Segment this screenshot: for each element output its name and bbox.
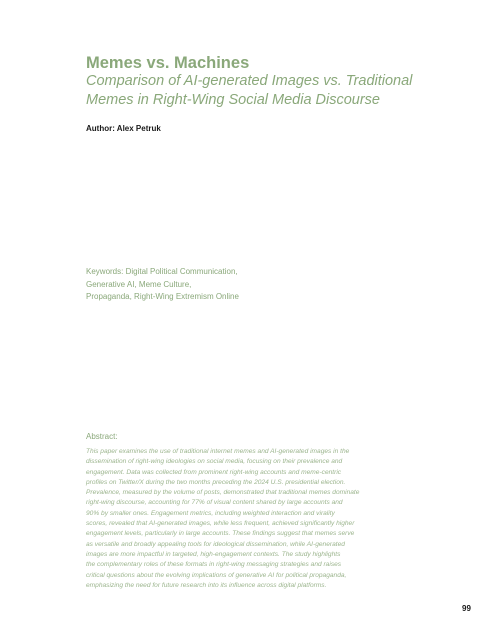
keywords-line: Propaganda, Right-Wing Extremism Online — [86, 292, 239, 301]
abstract-line: engagement levels, particularly in large accounts. These findings suggest that memes serve — [86, 530, 355, 538]
page-number: 99 — [462, 604, 471, 613]
abstract-line: critical questions about the evolving implications of generative AI for political propaganda, — [86, 571, 347, 579]
abstract-line: Prevalence, measured by the volume of posts, demonstrated that traditional memes dominate — [86, 489, 360, 497]
abstract-line: dissemination of right-wing ideologies on social media, focusing on their prevalence and — [86, 458, 343, 466]
abstract-line: the complementary roles of these formats in right-wing messaging strategies and raises — [86, 561, 342, 569]
subtitle-line: Comparison of AI-generated Images vs. Traditional — [86, 73, 413, 89]
abstract-heading: Abstract: — [86, 432, 118, 441]
abstract-line: as versatile and broadly appealing tools for ideological dissemination, while AI-generated — [86, 540, 345, 548]
abstract-line: right-wing discourse, accounting for 77% of visual content shared by large accounts and — [86, 499, 343, 507]
abstract-line: scores, revealed that AI-generated images, while less frequent, achieved significantly higher — [86, 520, 355, 528]
keywords-line: Keywords: Digital Political Communication, — [86, 267, 238, 276]
author-line: Author: Alex Petruk — [86, 124, 161, 133]
keywords-block — [86, 266, 346, 304]
subtitle-line: Memes in Right-Wing Social Media Discourse — [86, 92, 381, 108]
abstract-line: profiles on Twitter/X during the two months preceding the 2024 U.S. presidential election. — [86, 478, 346, 486]
abstract-line: 90% by smaller ones. Engagement metrics, including weighted interaction and virality — [86, 509, 335, 517]
keywords-line: Generative AI, Meme Culture, — [86, 279, 192, 289]
abstract-line: This paper examines the use of traditional internet memes and AI-generated images in the — [86, 448, 350, 455]
abstract-line: engagement. Data was collected from prominent right-wing accounts and meme-centric — [86, 468, 342, 476]
abstract-line: emphasizing the need for future research into its influence across digital platforms. — [86, 581, 327, 589]
paper-subtitle — [86, 72, 426, 110]
paper-title: Memes vs. Machines — [86, 54, 250, 72]
abstract-body — [86, 447, 434, 591]
abstract-line: images are more impactful in targeted, high-engagement contexts. The study highlights — [86, 550, 341, 558]
